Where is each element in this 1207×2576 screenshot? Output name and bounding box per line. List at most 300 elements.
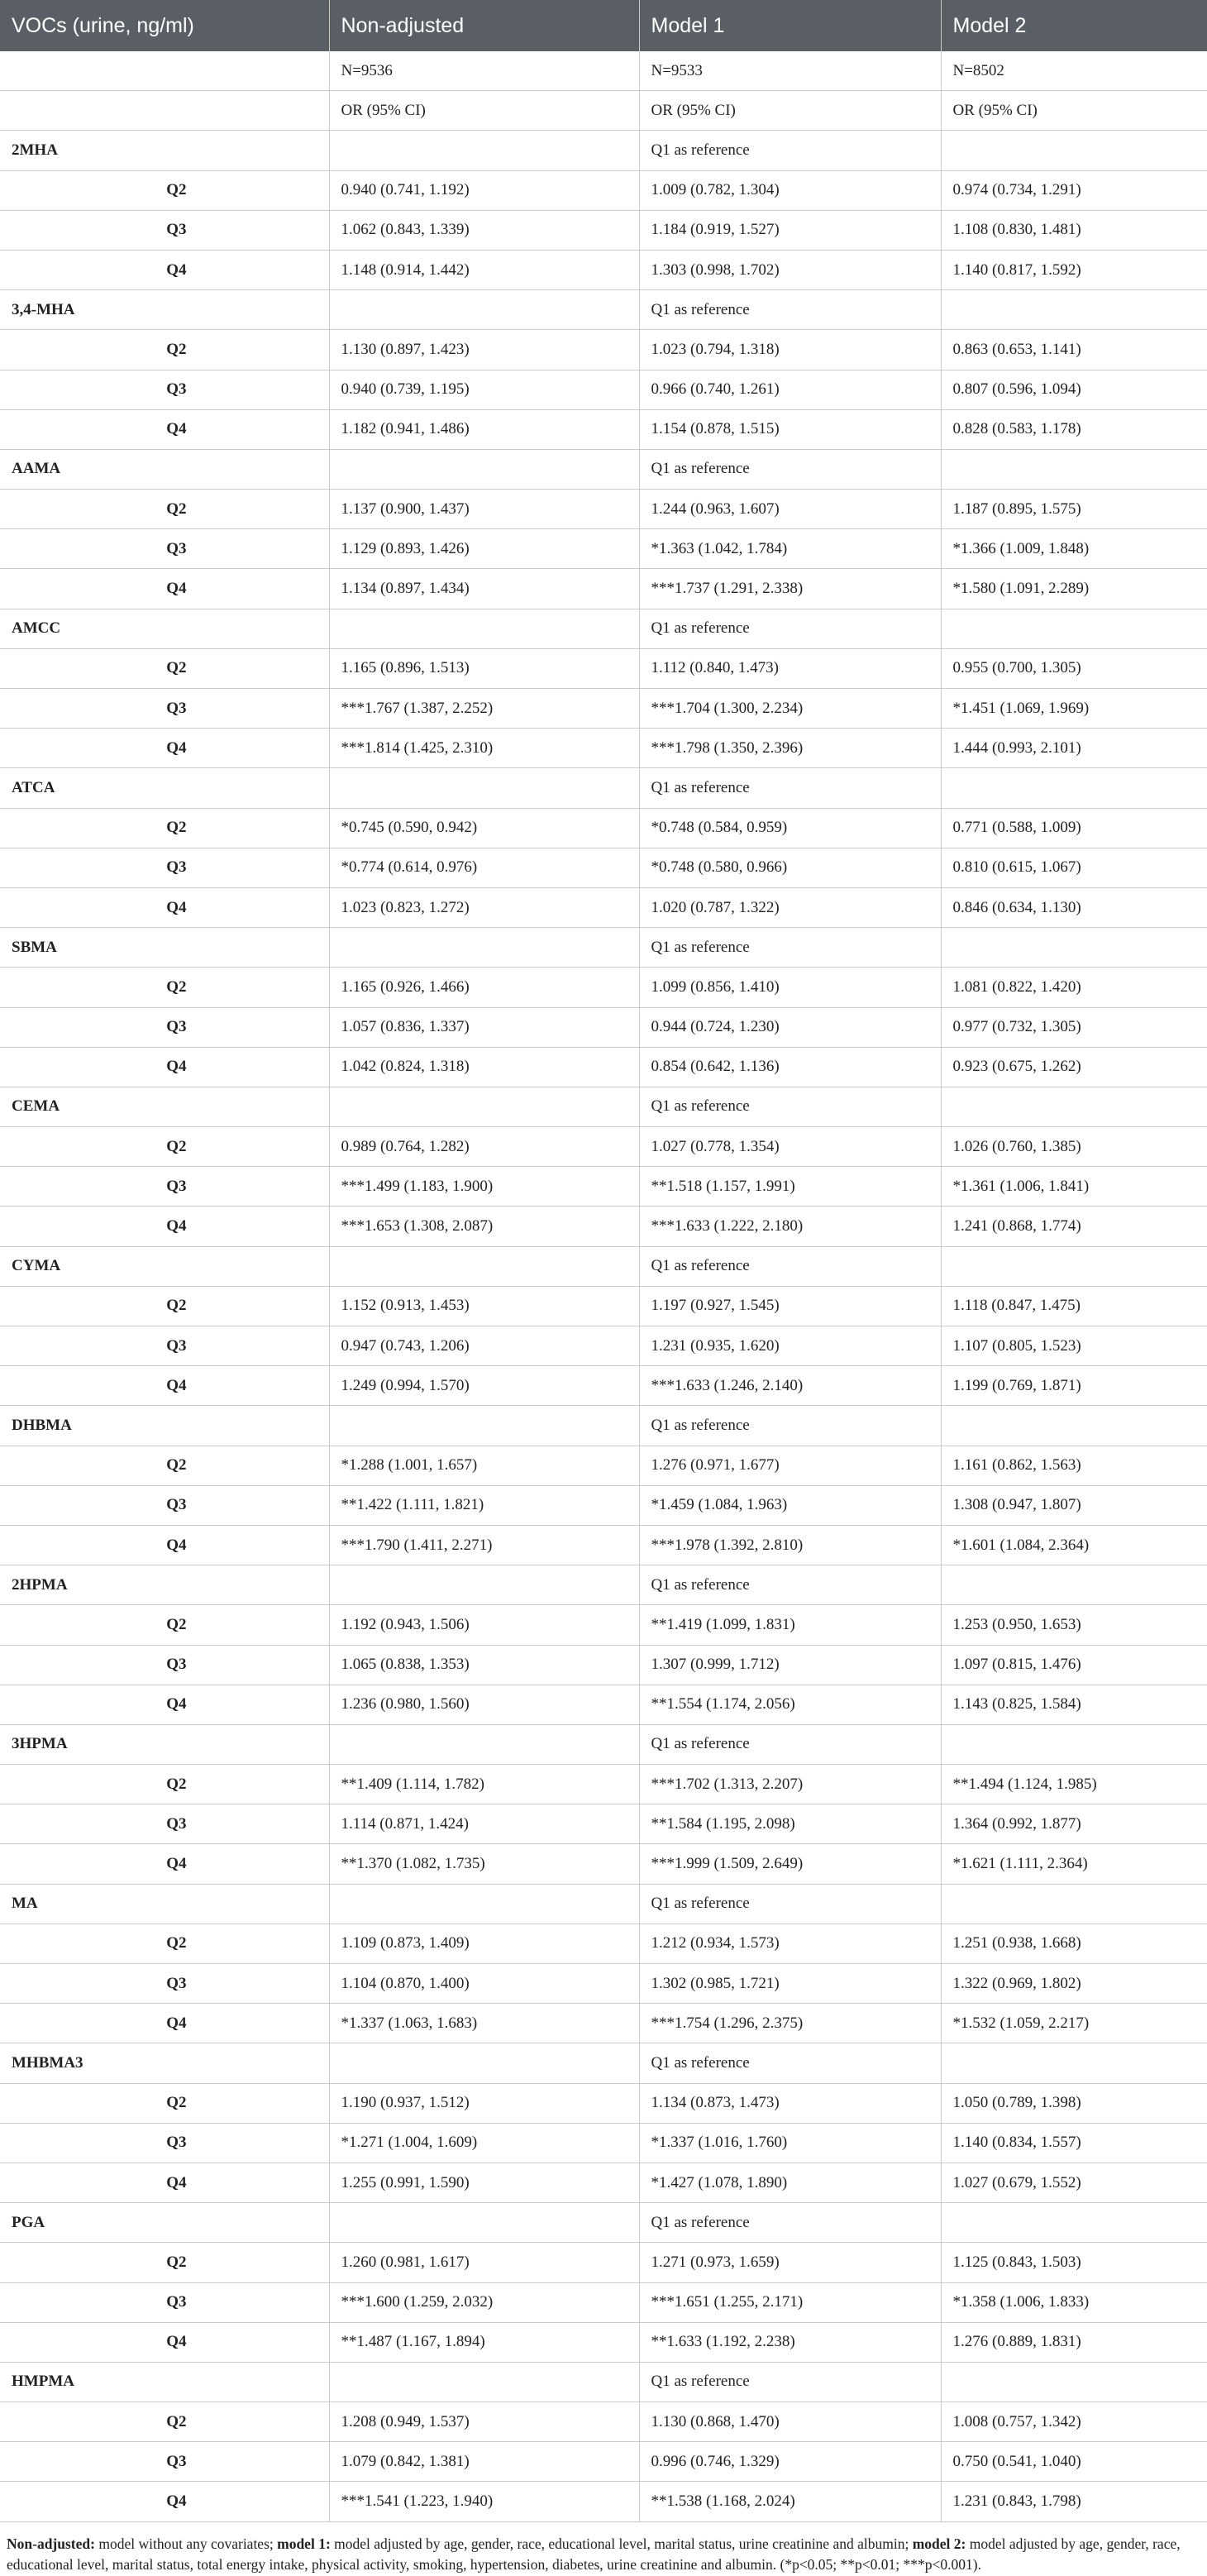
table-row xyxy=(0,569,1207,609)
var-name: MA xyxy=(0,1884,329,1924)
or-value-non-adjusted: *0.745 (0.590, 0.942) xyxy=(329,808,639,848)
or-value-model-1: 0.966 (0.740, 1.261) xyxy=(639,370,941,409)
or-value-model-2: 0.974 (0.734, 1.291) xyxy=(941,170,1207,210)
cell-empty xyxy=(329,2362,639,2402)
table-row xyxy=(0,1964,1207,2004)
or-value-non-adjusted: 0.947 (0.743, 1.206) xyxy=(329,1326,639,1366)
var-name: SBMA xyxy=(0,928,329,968)
or-value-model-2: *1.532 (1.059, 2.217) xyxy=(941,2004,1207,2043)
quartile-label: Q3 xyxy=(0,848,329,887)
or-value-model-2: 1.143 (0.825, 1.584) xyxy=(941,1685,1207,1724)
cell-empty xyxy=(329,1565,639,1605)
or-value-model-2: 1.276 (0.889, 1.831) xyxy=(941,2322,1207,2362)
var-name: HMPMA xyxy=(0,2362,329,2402)
or-value-non-adjusted: 1.137 (0.900, 1.437) xyxy=(329,490,639,529)
or-value-model-1: 1.184 (0.919, 1.527) xyxy=(639,210,941,250)
or-value-model-2: 0.771 (0.588, 1.009) xyxy=(941,808,1207,848)
or-value-non-adjusted: *1.288 (1.001, 1.657) xyxy=(329,1446,639,1485)
table-row xyxy=(0,1446,1207,1485)
reference-label: Q1 as reference xyxy=(639,2043,941,2083)
or-value-model-2: 1.251 (0.938, 1.668) xyxy=(941,1924,1207,1963)
quartile-label: Q4 xyxy=(0,1685,329,1724)
or-value-model-2: 1.097 (0.815, 1.476) xyxy=(941,1645,1207,1685)
cell-empty xyxy=(941,1724,1207,1764)
or-value-model-1: 0.854 (0.642, 1.136) xyxy=(639,1047,941,1087)
or-value-non-adjusted: **1.487 (1.167, 1.894) xyxy=(329,2322,639,2362)
cell-empty xyxy=(329,290,639,330)
cell-empty xyxy=(329,2203,639,2243)
table-row xyxy=(0,887,1207,927)
table-row xyxy=(0,689,1207,729)
reference-label: Q1 as reference xyxy=(639,928,941,968)
cell-empty xyxy=(941,1246,1207,1286)
sample-size-row xyxy=(0,51,1207,91)
or-value-non-adjusted: 1.104 (0.870, 1.400) xyxy=(329,1964,639,2004)
cell-empty xyxy=(941,609,1207,648)
or-value-non-adjusted: 1.023 (0.823, 1.272) xyxy=(329,887,639,927)
or-value-non-adjusted: 1.065 (0.838, 1.353) xyxy=(329,1645,639,1685)
or-value-non-adjusted: 1.182 (0.941, 1.486) xyxy=(329,409,639,449)
or-value-model-1: 1.303 (0.998, 1.702) xyxy=(639,250,941,289)
or-value-model-2: *1.451 (1.069, 1.969) xyxy=(941,689,1207,729)
or-value-non-adjusted: 1.062 (0.843, 1.339) xyxy=(329,210,639,250)
group-row xyxy=(0,768,1207,808)
group-row xyxy=(0,131,1207,170)
table-row xyxy=(0,490,1207,529)
quartile-label: Q4 xyxy=(0,569,329,609)
quartile-label: Q3 xyxy=(0,1007,329,1047)
table-row xyxy=(0,1127,1207,1167)
or-value-model-2: **1.494 (1.124, 1.985) xyxy=(941,1765,1207,1804)
quartile-label: Q4 xyxy=(0,2322,329,2362)
quartile-label: Q2 xyxy=(0,1605,329,1645)
quartile-label: Q3 xyxy=(0,1804,329,1844)
or-value-model-1: *1.459 (1.084, 1.963) xyxy=(639,1485,941,1525)
cell-empty xyxy=(329,2043,639,2083)
group-row xyxy=(0,2043,1207,2083)
table-row xyxy=(0,250,1207,289)
or-value-non-adjusted: 1.079 (0.842, 1.381) xyxy=(329,2442,639,2482)
or-value-model-1: *1.337 (1.016, 1.760) xyxy=(639,2123,941,2163)
or-value-model-2: 1.050 (0.789, 1.398) xyxy=(941,2083,1207,2123)
group-row xyxy=(0,1884,1207,1924)
or-value-non-adjusted: ***1.499 (1.183, 1.900) xyxy=(329,1167,639,1207)
cell-empty xyxy=(941,2362,1207,2402)
table-row xyxy=(0,1685,1207,1724)
quartile-label: Q3 xyxy=(0,370,329,409)
or-value-non-adjusted: 1.192 (0.943, 1.506) xyxy=(329,1605,639,1645)
n-non-adjusted: N=9536 xyxy=(329,51,639,91)
cell-empty xyxy=(329,609,639,648)
table-row xyxy=(0,808,1207,848)
or-value-non-adjusted: 0.940 (0.741, 1.192) xyxy=(329,170,639,210)
or-value-non-adjusted: *1.337 (1.063, 1.683) xyxy=(329,2004,639,2043)
or-value-model-1: ***1.702 (1.313, 2.207) xyxy=(639,1765,941,1804)
table-row xyxy=(0,1286,1207,1326)
or-value-model-2: 1.081 (0.822, 1.420) xyxy=(941,968,1207,1007)
group-row xyxy=(0,449,1207,489)
reference-label: Q1 as reference xyxy=(639,1087,941,1126)
table-row xyxy=(0,1645,1207,1685)
or-value-model-1: **1.419 (1.099, 1.831) xyxy=(639,1605,941,1645)
cell-empty xyxy=(941,2043,1207,2083)
table-row xyxy=(0,2163,1207,2202)
quartile-label: Q4 xyxy=(0,887,329,927)
header-row xyxy=(0,0,1207,51)
or-value-model-1: 1.154 (0.878, 1.515) xyxy=(639,409,941,449)
or-value-model-1: ***1.737 (1.291, 2.338) xyxy=(639,569,941,609)
quartile-label: Q4 xyxy=(0,1366,329,1406)
group-row xyxy=(0,290,1207,330)
or-value-non-adjusted: *0.774 (0.614, 0.976) xyxy=(329,848,639,887)
or-value-model-1: 1.023 (0.794, 1.318) xyxy=(639,330,941,370)
or-value-model-2: 0.828 (0.583, 1.178) xyxy=(941,409,1207,449)
or-value-non-adjusted: 0.989 (0.764, 1.282) xyxy=(329,1127,639,1167)
quartile-label: Q2 xyxy=(0,648,329,688)
or-value-non-adjusted: ***1.767 (1.387, 2.252) xyxy=(329,689,639,729)
or-value-model-2: *1.580 (1.091, 2.289) xyxy=(941,569,1207,609)
or-value-non-adjusted: ***1.790 (1.411, 2.271) xyxy=(329,1525,639,1565)
or-value-model-1: 1.134 (0.873, 1.473) xyxy=(639,2083,941,2123)
or-value-model-2: 1.308 (0.947, 1.807) xyxy=(941,1485,1207,1525)
table-row xyxy=(0,1844,1207,1884)
cell-empty xyxy=(941,1884,1207,1924)
quartile-label: Q3 xyxy=(0,1645,329,1685)
quartile-label: Q4 xyxy=(0,250,329,289)
group-row xyxy=(0,2362,1207,2402)
reference-label: Q1 as reference xyxy=(639,1884,941,1924)
footnote-label: Non-adjusted: xyxy=(7,2535,95,2552)
or-value-non-adjusted: 1.190 (0.937, 1.512) xyxy=(329,2083,639,2123)
table-row xyxy=(0,370,1207,409)
or-value-model-2: 1.125 (0.843, 1.503) xyxy=(941,2243,1207,2282)
n-model-2: N=8502 xyxy=(941,51,1207,91)
or-value-model-2: 1.026 (0.760, 1.385) xyxy=(941,1127,1207,1167)
footnote-text: model adjusted by age, gender, race, educational level, marital status, urine creatinine and albumin; xyxy=(330,2535,913,2552)
table-row xyxy=(0,2282,1207,2322)
or-value-model-2: *1.621 (1.111, 2.364) xyxy=(941,1844,1207,1884)
or-value-non-adjusted: **1.370 (1.082, 1.735) xyxy=(329,1844,639,1884)
or-value-non-adjusted: 1.236 (0.980, 1.560) xyxy=(329,1685,639,1724)
table-row xyxy=(0,1485,1207,1525)
group-row xyxy=(0,2203,1207,2243)
or-value-model-1: ***1.651 (1.255, 2.171) xyxy=(639,2282,941,2322)
or-value-model-2: 1.231 (0.843, 1.798) xyxy=(941,2482,1207,2521)
or-value-model-2: *1.358 (1.006, 1.833) xyxy=(941,2282,1207,2322)
or-value-model-1: 1.302 (0.985, 1.721) xyxy=(639,1964,941,2004)
or-value-non-adjusted: 1.208 (0.949, 1.537) xyxy=(329,2402,639,2442)
table-row xyxy=(0,1765,1207,1804)
or-value-model-1: 1.212 (0.934, 1.573) xyxy=(639,1924,941,1963)
cell-empty xyxy=(941,768,1207,808)
or-value-model-2: 1.161 (0.862, 1.563) xyxy=(941,1446,1207,1485)
group-row xyxy=(0,1565,1207,1605)
quartile-label: Q2 xyxy=(0,968,329,1007)
table-row xyxy=(0,1167,1207,1207)
or-value-model-1: 1.276 (0.971, 1.677) xyxy=(639,1446,941,1485)
quartile-label: Q3 xyxy=(0,2123,329,2163)
or-label-model-1: OR (95% CI) xyxy=(639,91,941,131)
var-name: AAMA xyxy=(0,449,329,489)
quartile-label: Q3 xyxy=(0,210,329,250)
cell-empty xyxy=(329,928,639,968)
table-row xyxy=(0,2322,1207,2362)
reference-label: Q1 as reference xyxy=(639,1565,941,1605)
table-row xyxy=(0,409,1207,449)
or-value-non-adjusted: 1.249 (0.994, 1.570) xyxy=(329,1366,639,1406)
or-value-model-2: 1.364 (0.992, 1.877) xyxy=(941,1804,1207,1844)
or-value-non-adjusted: 1.260 (0.981, 1.617) xyxy=(329,2243,639,2282)
or-value-model-2: 1.008 (0.757, 1.342) xyxy=(941,2402,1207,2442)
var-name: CYMA xyxy=(0,1246,329,1286)
group-row xyxy=(0,928,1207,968)
header-non-adjusted: Non-adjusted xyxy=(329,0,639,51)
or-value-non-adjusted: 1.057 (0.836, 1.337) xyxy=(329,1007,639,1047)
reference-label: Q1 as reference xyxy=(639,1724,941,1764)
or-value-model-1: **1.538 (1.168, 2.024) xyxy=(639,2482,941,2521)
var-name: MHBMA3 xyxy=(0,2043,329,2083)
or-value-model-1: ***1.999 (1.509, 2.649) xyxy=(639,1844,941,1884)
var-name: 2HPMA xyxy=(0,1565,329,1605)
quartile-label: Q2 xyxy=(0,330,329,370)
or-value-model-2: 1.322 (0.969, 1.802) xyxy=(941,1964,1207,2004)
or-value-model-1: 1.197 (0.927, 1.545) xyxy=(639,1286,941,1326)
or-value-non-adjusted: ***1.653 (1.308, 2.087) xyxy=(329,1207,639,1246)
cell-empty xyxy=(941,1087,1207,1126)
or-value-non-adjusted: ***1.814 (1.425, 2.310) xyxy=(329,729,639,768)
table-row xyxy=(0,1207,1207,1246)
reference-label: Q1 as reference xyxy=(639,449,941,489)
quartile-label: Q2 xyxy=(0,808,329,848)
table-row xyxy=(0,1366,1207,1406)
or-value-model-1: 1.027 (0.778, 1.354) xyxy=(639,1127,941,1167)
quartile-label: Q4 xyxy=(0,1207,329,1246)
or-value-model-2: 1.140 (0.834, 1.557) xyxy=(941,2123,1207,2163)
or-value-model-1: 1.099 (0.856, 1.410) xyxy=(639,968,941,1007)
cell-empty xyxy=(941,928,1207,968)
quartile-label: Q2 xyxy=(0,170,329,210)
or-value-model-1: 1.020 (0.787, 1.322) xyxy=(639,887,941,927)
cell-empty xyxy=(941,131,1207,170)
or-value-model-1: 1.307 (0.999, 1.712) xyxy=(639,1645,941,1685)
cell-empty xyxy=(0,91,329,131)
or-value-model-1: 1.231 (0.935, 1.620) xyxy=(639,1326,941,1366)
var-name: 2MHA xyxy=(0,131,329,170)
or-value-non-adjusted: 1.255 (0.991, 1.590) xyxy=(329,2163,639,2202)
cell-empty xyxy=(329,1724,639,1764)
table-row xyxy=(0,2004,1207,2043)
var-name: DHBMA xyxy=(0,1406,329,1446)
quartile-label: Q2 xyxy=(0,490,329,529)
or-value-model-1: ***1.704 (1.300, 2.234) xyxy=(639,689,941,729)
or-value-non-adjusted: **1.409 (1.114, 1.782) xyxy=(329,1765,639,1804)
quartile-label: Q2 xyxy=(0,1446,329,1485)
quartile-label: Q2 xyxy=(0,1286,329,1326)
or-value-model-2: 1.253 (0.950, 1.653) xyxy=(941,1605,1207,1645)
or-value-model-1: ***1.798 (1.350, 2.396) xyxy=(639,729,941,768)
or-label-non-adjusted: OR (95% CI) xyxy=(329,91,639,131)
n-model-1: N=9533 xyxy=(639,51,941,91)
group-row xyxy=(0,1406,1207,1446)
or-value-model-1: **1.554 (1.174, 2.056) xyxy=(639,1685,941,1724)
quartile-label: Q3 xyxy=(0,2282,329,2322)
footnote-text: model without any covariates; xyxy=(94,2535,278,2552)
cell-empty xyxy=(941,1565,1207,1605)
or-value-non-adjusted: 1.152 (0.913, 1.453) xyxy=(329,1286,639,1326)
or-value-non-adjusted: *1.271 (1.004, 1.609) xyxy=(329,2123,639,2163)
or-value-non-adjusted: 1.114 (0.871, 1.424) xyxy=(329,1804,639,1844)
quartile-label: Q4 xyxy=(0,2482,329,2521)
or-value-non-adjusted: 1.165 (0.896, 1.513) xyxy=(329,648,639,688)
table-row xyxy=(0,1047,1207,1087)
table-row xyxy=(0,2123,1207,2163)
table-row xyxy=(0,1326,1207,1366)
or-value-model-2: *1.601 (1.084, 2.364) xyxy=(941,1525,1207,1565)
quartile-label: Q3 xyxy=(0,2442,329,2482)
or-value-model-2: 0.810 (0.615, 1.067) xyxy=(941,848,1207,887)
quartile-label: Q4 xyxy=(0,729,329,768)
quartile-label: Q2 xyxy=(0,1765,329,1804)
or-value-non-adjusted: 1.165 (0.926, 1.466) xyxy=(329,968,639,1007)
or-label-row xyxy=(0,91,1207,131)
table-row xyxy=(0,729,1207,768)
var-name: PGA xyxy=(0,2203,329,2243)
quartile-label: Q2 xyxy=(0,2083,329,2123)
cell-empty xyxy=(941,2203,1207,2243)
cell-empty xyxy=(329,768,639,808)
table-row xyxy=(0,2402,1207,2442)
table-row xyxy=(0,1605,1207,1645)
or-value-model-1: ***1.754 (1.296, 2.375) xyxy=(639,2004,941,2043)
table-row xyxy=(0,1525,1207,1565)
table-row xyxy=(0,848,1207,887)
table-row xyxy=(0,1804,1207,1844)
or-label-model-2: OR (95% CI) xyxy=(941,91,1207,131)
table-row xyxy=(0,1007,1207,1047)
footnote-label: model 1: xyxy=(277,2535,331,2552)
or-value-model-1: 1.130 (0.868, 1.470) xyxy=(639,2402,941,2442)
var-name: 3HPMA xyxy=(0,1724,329,1764)
footnote-label: model 2: xyxy=(912,2535,966,2552)
quartile-label: Q2 xyxy=(0,1127,329,1167)
group-row xyxy=(0,1246,1207,1286)
cell-empty xyxy=(941,1406,1207,1446)
quartile-label: Q4 xyxy=(0,1844,329,1884)
reference-label: Q1 as reference xyxy=(639,2362,941,2402)
quartile-label: Q4 xyxy=(0,409,329,449)
cell-empty xyxy=(941,449,1207,489)
table-footnote xyxy=(0,2522,1207,2575)
table-row xyxy=(0,2442,1207,2482)
or-value-non-adjusted: ***1.541 (1.223, 1.940) xyxy=(329,2482,639,2521)
table-row xyxy=(0,2482,1207,2521)
or-value-non-adjusted: 1.109 (0.873, 1.409) xyxy=(329,1924,639,1963)
table-row xyxy=(0,170,1207,210)
or-value-model-2: 1.107 (0.805, 1.523) xyxy=(941,1326,1207,1366)
table-row xyxy=(0,968,1207,1007)
quartile-label: Q4 xyxy=(0,1525,329,1565)
var-name: ATCA xyxy=(0,768,329,808)
or-value-model-1: 1.244 (0.963, 1.607) xyxy=(639,490,941,529)
header-vocs: VOCs (urine, ng/ml) xyxy=(0,0,329,51)
reference-label: Q1 as reference xyxy=(639,131,941,170)
cell-empty xyxy=(329,1406,639,1446)
quartile-label: Q4 xyxy=(0,1047,329,1087)
or-value-non-adjusted: 1.129 (0.893, 1.426) xyxy=(329,529,639,569)
quartile-label: Q3 xyxy=(0,1167,329,1207)
group-row xyxy=(0,1087,1207,1126)
reference-label: Q1 as reference xyxy=(639,1406,941,1446)
or-value-model-2: 1.241 (0.868, 1.774) xyxy=(941,1207,1207,1246)
group-row xyxy=(0,1724,1207,1764)
table-body xyxy=(0,51,1207,2521)
table-row xyxy=(0,648,1207,688)
cell-empty xyxy=(329,449,639,489)
quartile-label: Q4 xyxy=(0,2163,329,2202)
cell-empty xyxy=(329,131,639,170)
or-value-model-1: *0.748 (0.584, 0.959) xyxy=(639,808,941,848)
table-row xyxy=(0,330,1207,370)
or-value-non-adjusted: **1.422 (1.111, 1.821) xyxy=(329,1485,639,1525)
or-value-non-adjusted: 1.042 (0.824, 1.318) xyxy=(329,1047,639,1087)
quartile-label: Q2 xyxy=(0,2402,329,2442)
or-value-model-1: **1.584 (1.195, 2.098) xyxy=(639,1804,941,1844)
or-value-model-2: 0.846 (0.634, 1.130) xyxy=(941,887,1207,927)
or-value-model-1: **1.518 (1.157, 1.991) xyxy=(639,1167,941,1207)
or-value-model-2: 1.118 (0.847, 1.475) xyxy=(941,1286,1207,1326)
cell-empty xyxy=(0,51,329,91)
or-value-non-adjusted: 1.134 (0.897, 1.434) xyxy=(329,569,639,609)
header-model-2: Model 2 xyxy=(941,0,1207,51)
quartile-label: Q4 xyxy=(0,2004,329,2043)
or-value-non-adjusted: 0.940 (0.739, 1.195) xyxy=(329,370,639,409)
or-value-non-adjusted: 1.130 (0.897, 1.423) xyxy=(329,330,639,370)
or-value-model-1: *1.427 (1.078, 1.890) xyxy=(639,2163,941,2202)
or-value-non-adjusted: 1.148 (0.914, 1.442) xyxy=(329,250,639,289)
table-row xyxy=(0,1924,1207,1963)
quartile-label: Q3 xyxy=(0,1326,329,1366)
or-value-model-1: *1.363 (1.042, 1.784) xyxy=(639,529,941,569)
var-name: 3,4-MHA xyxy=(0,290,329,330)
header-model-1: Model 1 xyxy=(639,0,941,51)
or-value-model-2: 1.027 (0.679, 1.552) xyxy=(941,2163,1207,2202)
var-name: CEMA xyxy=(0,1087,329,1126)
or-value-model-2: 0.807 (0.596, 1.094) xyxy=(941,370,1207,409)
reference-label: Q1 as reference xyxy=(639,609,941,648)
quartile-label: Q3 xyxy=(0,1964,329,2004)
table-row xyxy=(0,2083,1207,2123)
table-row xyxy=(0,529,1207,569)
group-row xyxy=(0,609,1207,648)
quartile-label: Q2 xyxy=(0,2243,329,2282)
cell-empty xyxy=(941,290,1207,330)
or-value-model-1: 0.996 (0.746, 1.329) xyxy=(639,2442,941,2482)
quartile-label: Q3 xyxy=(0,689,329,729)
var-name: AMCC xyxy=(0,609,329,648)
reference-label: Q1 as reference xyxy=(639,768,941,808)
or-value-model-1: *0.748 (0.580, 0.966) xyxy=(639,848,941,887)
or-value-model-1: 0.944 (0.724, 1.230) xyxy=(639,1007,941,1047)
or-value-model-2: 1.199 (0.769, 1.871) xyxy=(941,1366,1207,1406)
table-row xyxy=(0,2243,1207,2282)
or-value-model-1: 1.271 (0.973, 1.659) xyxy=(639,2243,941,2282)
or-value-model-2: 0.977 (0.732, 1.305) xyxy=(941,1007,1207,1047)
or-value-model-2: 0.863 (0.653, 1.141) xyxy=(941,330,1207,370)
reference-label: Q1 as reference xyxy=(639,2203,941,2243)
quartile-label: Q2 xyxy=(0,1924,329,1963)
or-value-model-1: ***1.633 (1.222, 2.180) xyxy=(639,1207,941,1246)
quartile-label: Q3 xyxy=(0,1485,329,1525)
